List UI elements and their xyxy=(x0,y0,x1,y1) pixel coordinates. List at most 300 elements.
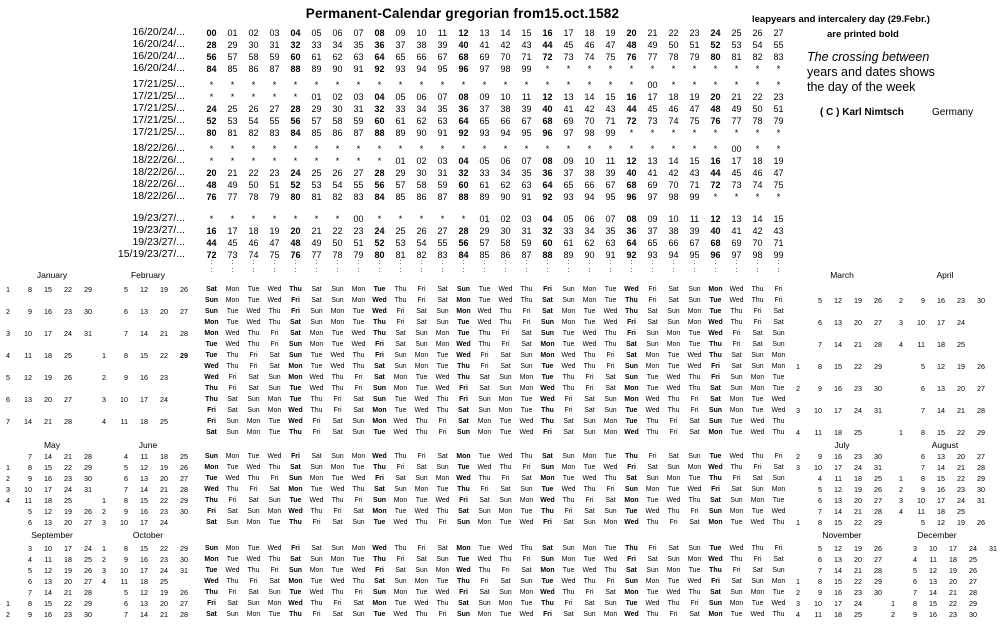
year-cell: 14 xyxy=(668,156,679,166)
weekday-cell: Sun xyxy=(730,385,743,392)
weekday-cell: Fri xyxy=(606,486,615,493)
year-cell-empty: * xyxy=(419,214,424,224)
weekday-cell: Thu xyxy=(541,508,554,515)
date-cell: 2 xyxy=(796,452,800,461)
year-cell-empty: * xyxy=(356,144,361,154)
date-cell: 18 xyxy=(140,577,148,586)
weekday-cell: Mon xyxy=(477,418,492,425)
weekday-cell: Sun xyxy=(520,352,533,359)
weekday-cell: Sat xyxy=(521,567,532,574)
weekday-cell: Thu xyxy=(499,308,512,315)
weekday-cell: Mon xyxy=(582,286,597,293)
date-cell: 17 xyxy=(64,544,72,553)
weekday-cell: Tue xyxy=(625,508,638,515)
year-cell: 07 xyxy=(437,92,448,102)
date-cell: 4 xyxy=(899,340,903,349)
date-cell: 30 xyxy=(84,307,92,316)
weekday-cell: Thu xyxy=(436,600,449,607)
weekday-cell: Thu xyxy=(478,475,491,482)
weekday-cell: Tue xyxy=(499,611,512,618)
year-cell: 81 xyxy=(227,128,238,138)
date-cell: 20 xyxy=(160,474,168,483)
date-cell: 18 xyxy=(44,496,52,505)
year-cell-empty: * xyxy=(713,80,718,90)
weekday-cell: Thu xyxy=(331,385,344,392)
date-cell: 29 xyxy=(180,351,188,360)
weekday-cell: Sat xyxy=(689,519,700,526)
year-cell: 26 xyxy=(416,226,427,236)
date-cell: 3 xyxy=(796,599,800,608)
year-cell: 95 xyxy=(437,64,448,74)
year-cell: 67 xyxy=(437,52,448,62)
weekday-cell: Sat xyxy=(227,508,238,515)
year-cell-empty: * xyxy=(440,214,445,224)
year-cell: 07 xyxy=(521,156,532,166)
weekday-cell: Mon xyxy=(225,297,240,304)
year-cell: 23 xyxy=(773,92,784,102)
date-cell: 30 xyxy=(180,507,188,516)
weekday-cell: Tue xyxy=(520,396,533,403)
weekday-cell: Wed xyxy=(603,464,618,471)
date-cell: 26 xyxy=(874,544,882,553)
weekday-cell: Tue xyxy=(772,374,785,381)
year-cell-empty: * xyxy=(209,214,214,224)
date-cell: 11 xyxy=(814,610,822,619)
weekday-cell: Wed xyxy=(351,567,366,574)
year-cell-empty: * xyxy=(692,80,697,90)
date-cell: 30 xyxy=(84,474,92,483)
weekday-cell: Sun xyxy=(583,519,596,526)
weekday-cell: Thu xyxy=(730,556,743,563)
weekday-cell: Mon xyxy=(456,453,471,460)
weekday-cell: Mon xyxy=(708,519,723,526)
weekday-cell: Wed xyxy=(771,396,786,403)
year-cell: 70 xyxy=(752,238,763,248)
year-cell: 09 xyxy=(479,92,490,102)
weekday-cell: Sat xyxy=(269,352,280,359)
year-cell: 56 xyxy=(458,238,469,248)
year-cell: 02 xyxy=(332,92,343,102)
date-cell: 12 xyxy=(929,566,937,575)
date-cell: 18 xyxy=(834,610,842,619)
year-cell: 55 xyxy=(353,180,364,190)
weekday-cell: Wed xyxy=(729,453,744,460)
date-cell: 17 xyxy=(834,599,842,608)
date-cell: 23 xyxy=(854,384,862,393)
year-cell: 15 xyxy=(773,214,784,224)
weekday-cell: Mon xyxy=(624,396,639,403)
year-cell: 65 xyxy=(647,238,658,248)
weekday-cell: Wed xyxy=(372,297,387,304)
year-cell: 87 xyxy=(521,250,532,260)
weekday-cell: Mon xyxy=(204,330,219,337)
weekday-cell: Tue xyxy=(331,567,344,574)
year-cell: 94 xyxy=(584,192,595,202)
separator-dot: : xyxy=(231,259,234,266)
weekday-cell: Fri xyxy=(249,486,258,493)
weekday-cell: Tue xyxy=(268,429,281,436)
date-cell: 27 xyxy=(969,577,977,586)
separator-dot: : xyxy=(462,267,465,274)
date-cell: 13 xyxy=(140,599,148,608)
year-cell-empty: * xyxy=(671,128,676,138)
date-cell: 23 xyxy=(854,452,862,461)
separator-dot: : xyxy=(420,259,423,266)
weekday-cell: Sat xyxy=(290,556,301,563)
date-cell: 21 xyxy=(854,507,862,516)
date-cell: 15 xyxy=(937,474,945,483)
year-cell: 17 xyxy=(731,156,742,166)
weekday-cell: Fri xyxy=(291,453,300,460)
weekday-cell: Thu xyxy=(247,330,260,337)
weekday-cell: Fri xyxy=(501,330,510,337)
weekday-cell: Sat xyxy=(479,374,490,381)
date-cell: 5 xyxy=(921,362,925,371)
year-cell: 92 xyxy=(458,128,469,138)
year-cell: 16 xyxy=(542,28,553,38)
date-cell: 29 xyxy=(977,474,985,483)
year-cell: 93 xyxy=(563,192,574,202)
weekday-cell: Mon xyxy=(645,486,660,493)
weekday-cell: Mon xyxy=(204,319,219,326)
year-cell: 03 xyxy=(269,28,280,38)
year-cell: 39 xyxy=(605,168,616,178)
date-cell: 10 xyxy=(44,544,52,553)
separator-dot: : xyxy=(546,267,549,274)
date-cell: 26 xyxy=(977,518,985,527)
date-cell: 6 xyxy=(921,384,925,393)
weekday-cell: Wed xyxy=(624,519,639,526)
weekday-cell: Fri xyxy=(375,352,384,359)
year-cell: 36 xyxy=(542,168,553,178)
weekday-cell: Thu xyxy=(709,567,722,574)
separator-dot: : xyxy=(378,267,381,274)
year-cell-empty: * xyxy=(650,64,655,74)
weekday-cell: Thu xyxy=(394,286,407,293)
year-cell-empty: * xyxy=(734,192,739,202)
year-cell: 25 xyxy=(731,28,742,38)
year-cell-empty: * xyxy=(629,80,634,90)
year-cell-empty: * xyxy=(671,144,676,154)
year-cell: 72 xyxy=(626,116,637,126)
weekday-cell: Tue xyxy=(499,429,512,436)
date-cell: 30 xyxy=(874,384,882,393)
weekday-cell: Fri xyxy=(312,519,321,526)
year-cell: 38 xyxy=(500,104,511,114)
date-cell: 30 xyxy=(874,452,882,461)
weekday-cell: Wed xyxy=(645,508,660,515)
weekday-cell: Sun xyxy=(372,385,386,392)
weekday-cell: Mon xyxy=(582,453,597,460)
weekday-cell: Mon xyxy=(603,519,618,526)
date-cell: 28 xyxy=(874,507,882,516)
weekday-cell: Thu xyxy=(415,519,428,526)
year-cell: 22 xyxy=(752,92,763,102)
weekday-cell: Sat xyxy=(584,407,595,414)
weekday-cell: Wed xyxy=(498,453,513,460)
weekday-cell: Wed xyxy=(225,475,240,482)
weekday-cell: Thu xyxy=(247,475,260,482)
weekday-cell: Mon xyxy=(246,611,261,618)
year-cell: 55 xyxy=(437,238,448,248)
date-cell: 14 xyxy=(44,588,52,597)
year-cell: 73 xyxy=(563,52,574,62)
weekday-cell: Wed xyxy=(540,396,555,403)
date-cell: 2 xyxy=(891,610,895,619)
weekday-cell: Wed xyxy=(498,545,513,552)
weekday-cell: Sat xyxy=(458,418,469,425)
weekday-cell: Sun xyxy=(268,374,281,381)
date-cell: 6 xyxy=(913,577,917,586)
date-cell: 21 xyxy=(160,610,168,619)
date-cell: 11 xyxy=(917,340,925,349)
year-cell-empty: * xyxy=(776,80,781,90)
weekday-cell: Wed xyxy=(561,578,576,585)
date-cell: 18 xyxy=(937,340,945,349)
year-cell: 97 xyxy=(563,128,574,138)
date-cell: 13 xyxy=(937,384,945,393)
separator-dot: : xyxy=(525,267,528,274)
weekday-cell: Wed xyxy=(288,407,303,414)
year-cell: 99 xyxy=(521,64,532,74)
weekday-cell: Fri xyxy=(585,589,594,596)
weekday-cell: Tue xyxy=(520,600,533,607)
year-cell-empty: * xyxy=(377,144,382,154)
weekday-cell: Wed xyxy=(225,330,240,337)
year-cell: 28 xyxy=(206,40,217,50)
year-cell: 12 xyxy=(710,214,721,224)
weekday-cell: Sat xyxy=(290,319,301,326)
year-cell: 64 xyxy=(374,52,385,62)
weekday-cell: Tue xyxy=(604,286,617,293)
weekday-cell: Tue xyxy=(478,453,491,460)
year-cell-empty: * xyxy=(755,192,760,202)
weekday-cell: Tue xyxy=(352,464,365,471)
date-cell: 18 xyxy=(937,507,945,516)
weekday-cell: Sun xyxy=(708,407,722,414)
weekday-cell: Tue xyxy=(625,600,638,607)
year-cell: 73 xyxy=(731,180,742,190)
separator-dot: : xyxy=(378,259,381,266)
weekday-cell: Fri xyxy=(732,567,741,574)
weekday-cell: Tue xyxy=(415,385,428,392)
date-cell: 7 xyxy=(921,406,925,415)
weekday-cell: Mon xyxy=(288,363,303,370)
weekday-cell: Fri xyxy=(753,308,762,315)
separator-dot: : xyxy=(735,259,738,266)
year-cell: 18 xyxy=(584,28,595,38)
date-cell: 19 xyxy=(949,566,957,575)
year-cell: 10 xyxy=(584,156,595,166)
year-cell: 63 xyxy=(605,238,616,248)
weekday-cell: Fri xyxy=(501,341,510,348)
date-cell: 10 xyxy=(120,518,128,527)
weekday-cell: Sat xyxy=(206,519,217,526)
weekday-cell: Thu xyxy=(562,385,575,392)
weekday-cell: Sat xyxy=(668,453,679,460)
weekday-cell: Wed xyxy=(582,341,597,348)
weekday-cell: Fri xyxy=(207,600,216,607)
separator-dot: : xyxy=(336,259,339,266)
year-cell: 06 xyxy=(584,214,595,224)
weekday-cell: Fri xyxy=(438,429,447,436)
year-cell: 28 xyxy=(290,104,301,114)
separator-dot: : xyxy=(315,259,318,266)
date-cell: 20 xyxy=(957,384,965,393)
weekday-cell: Thu xyxy=(772,611,785,618)
year-cell: 98 xyxy=(500,64,511,74)
weekday-cell: Mon xyxy=(687,308,702,315)
year-cell-empty: * xyxy=(419,144,424,154)
weekday-cell: Thu xyxy=(583,352,596,359)
weekday-cell: Sun xyxy=(352,418,365,425)
date-cell: 13 xyxy=(44,518,52,527)
weekday-cell: Fri xyxy=(354,385,363,392)
year-cell: 11 xyxy=(689,214,700,224)
date-cell: 22 xyxy=(854,577,862,586)
separator-dot: : xyxy=(210,259,213,266)
date-cell: 28 xyxy=(180,329,188,338)
century-label: 17/21/25/... xyxy=(132,90,185,102)
weekday-cell: Fri xyxy=(627,319,636,326)
weekday-cell: Tue xyxy=(520,407,533,414)
year-cell: 82 xyxy=(332,192,343,202)
weekday-cell: Fri xyxy=(207,418,216,425)
weekday-cell: Tue xyxy=(415,374,428,381)
weekday-cell: Sat xyxy=(605,385,616,392)
weekday-cell: Fri xyxy=(333,508,342,515)
year-cell: 30 xyxy=(248,40,259,50)
year-cell: 71 xyxy=(689,180,700,190)
weekday-cell: Tue xyxy=(394,407,407,414)
date-cell: 13 xyxy=(24,395,32,404)
weekday-cell: Thu xyxy=(667,508,680,515)
weekday-cell: Mon xyxy=(750,385,765,392)
weekday-cell: Thu xyxy=(709,352,722,359)
weekday-cell: Mon xyxy=(414,363,429,370)
date-cell: 16 xyxy=(937,485,945,494)
weekday-cell: Fri xyxy=(564,508,573,515)
weekday-cell: Sun xyxy=(226,418,239,425)
date-cell: 17 xyxy=(834,463,842,472)
weekday-cell: Sat xyxy=(416,464,427,471)
year-cell: 99 xyxy=(689,192,700,202)
weekday-cell: Sun xyxy=(751,578,764,585)
year-cell: 86 xyxy=(332,128,343,138)
date-cell: 28 xyxy=(977,463,985,472)
year-cell-empty: * xyxy=(713,192,718,202)
weekday-cell: Wed xyxy=(372,308,387,315)
year-cell-empty: * xyxy=(692,144,697,154)
century-label: 17/21/25/... xyxy=(132,126,185,138)
weekday-cell: Tue xyxy=(394,600,407,607)
year-cell: 03 xyxy=(353,92,364,102)
weekday-cell: Sat xyxy=(395,341,406,348)
year-cell: 37 xyxy=(563,168,574,178)
weekday-cell: Sun xyxy=(562,545,575,552)
crossing-note-line1: The crossing between xyxy=(807,50,930,64)
date-cell: 3 xyxy=(102,566,106,575)
weekday-cell: Tue xyxy=(751,508,764,515)
year-cell: 36 xyxy=(458,104,469,114)
month-label-march: March xyxy=(830,270,854,280)
weekday-cell: Sat xyxy=(479,589,490,596)
weekday-cell: Thu xyxy=(247,341,260,348)
date-cell: 3 xyxy=(102,395,106,404)
weekday-cell: Mon xyxy=(498,508,513,515)
weekday-cell: Fri xyxy=(564,407,573,414)
separator-dot: : xyxy=(609,259,612,266)
weekday-cell: Thu xyxy=(730,308,743,315)
date-cell: 3 xyxy=(6,485,10,494)
weekday-cell: Wed xyxy=(687,486,702,493)
year-cell: 30 xyxy=(332,104,343,114)
year-cell: 92 xyxy=(374,64,385,74)
year-cell-empty: * xyxy=(293,92,298,102)
date-cell: 30 xyxy=(180,555,188,564)
weekday-cell: Fri xyxy=(606,578,615,585)
year-cell: 88 xyxy=(374,128,385,138)
date-cell: 5 xyxy=(818,485,822,494)
weekday-cell: Mon xyxy=(309,330,324,337)
weekday-cell: Wed xyxy=(666,374,681,381)
year-cell-empty: * xyxy=(251,92,256,102)
weekday-cell: Fri xyxy=(774,545,783,552)
weekday-cell: Sat xyxy=(374,578,385,585)
year-cell: 11 xyxy=(605,156,616,166)
century-label: 16/20/24/... xyxy=(132,62,185,74)
weekday-cell: Tue xyxy=(541,363,554,370)
weekday-cell: Sat xyxy=(290,464,301,471)
date-cell: 15 xyxy=(44,285,52,294)
weekday-cell: Thu xyxy=(289,286,302,293)
weekday-cell: Wed xyxy=(771,508,786,515)
weekday-cell: Fri xyxy=(270,341,279,348)
weekday-cell: Sun xyxy=(415,475,428,482)
year-cell-empty: * xyxy=(671,80,676,90)
weekday-cell: Thu xyxy=(352,578,365,585)
weekday-cell: Sun xyxy=(288,567,302,574)
year-cell: 74 xyxy=(668,116,679,126)
year-cell: 41 xyxy=(479,40,490,50)
year-cell: 03 xyxy=(437,156,448,166)
date-cell: 8 xyxy=(124,544,128,553)
year-cell: 61 xyxy=(479,180,490,190)
year-cell: 21 xyxy=(647,28,658,38)
year-cell: 91 xyxy=(353,64,364,74)
year-cell: 93 xyxy=(647,250,658,260)
date-cell: 9 xyxy=(28,307,32,316)
weekday-cell: Sat xyxy=(542,453,553,460)
year-cell: 14 xyxy=(500,28,511,38)
year-cell: 62 xyxy=(332,52,343,62)
separator-dot: : xyxy=(357,259,360,266)
weekday-cell: Mon xyxy=(708,286,723,293)
weekday-cell: Wed xyxy=(246,308,261,315)
weekday-cell: Wed xyxy=(498,297,513,304)
year-cell: 96 xyxy=(626,192,637,202)
date-cell: 2 xyxy=(102,555,106,564)
weekday-cell: Sun xyxy=(540,556,554,563)
date-cell: 20 xyxy=(854,496,862,505)
weekday-cell: Sat xyxy=(395,567,406,574)
century-label: 18/22/26/... xyxy=(132,178,185,190)
date-cell: 18 xyxy=(854,474,862,483)
date-cell: 2 xyxy=(6,610,10,619)
year-cell-empty: * xyxy=(755,144,760,154)
year-cell: 96 xyxy=(710,250,721,260)
weekday-cell: Fri xyxy=(669,418,678,425)
